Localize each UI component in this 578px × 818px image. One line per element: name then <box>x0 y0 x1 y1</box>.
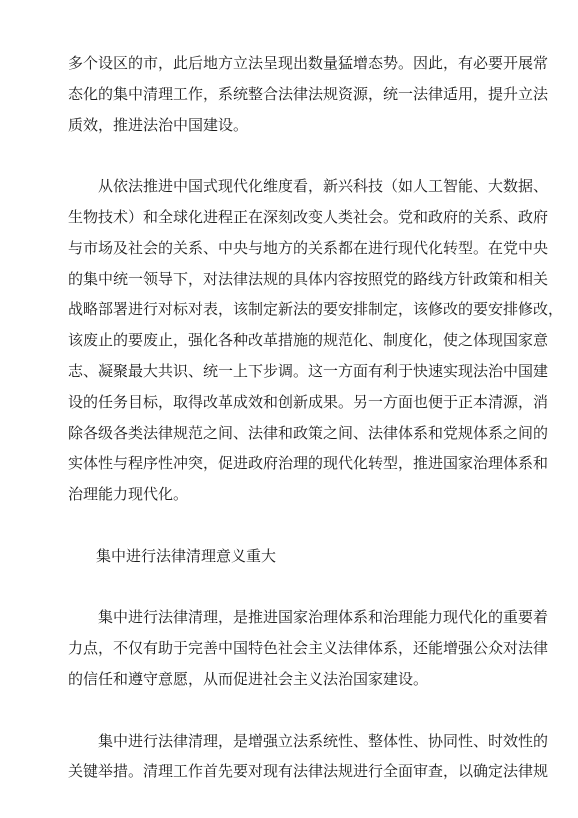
paragraph-gap <box>68 510 516 541</box>
text-line: 质效，推进法治中国建设。 <box>68 115 249 134</box>
paragraph-gap <box>68 572 516 603</box>
text-line: 集中进行法律清理，是增强立法系统性、整体性、协同性、时效性的 <box>98 731 549 750</box>
text-line: 设的任务目标，取得改革成效和创新成果。另一方面也便于正本清源，消 <box>68 392 549 411</box>
text-line: 该废止的要废止，强化各种改革措施的规范化、制度化，使之体现国家意 <box>68 331 549 350</box>
text-line: 生物技术）和全球化进程正在深刻改变人类社会。党和政府的关系、政府 <box>68 207 549 226</box>
text-line: 的集中统一领导下，对法律法规的具体内容按照党的路线方针政策和相关 <box>68 269 549 288</box>
paragraph-2 <box>68 171 564 510</box>
text-line: 从依法推进中国式现代化维度看，新兴科技（如人工智能、大数据、 <box>98 177 549 196</box>
text-line: 集中进行法律清理，是推进国家治理体系和治理能力现代化的重要着 <box>98 608 549 627</box>
text-line: 战略部署进行对标对表，该制定新法的要安排制定，该修改的要安排修改， <box>68 300 564 319</box>
text-line: 的信任和遵守意愿，从而促进社会主义法治国家建设。 <box>68 669 429 688</box>
text-line: 治理能力现代化。 <box>68 485 189 504</box>
paragraph-gap <box>68 140 516 171</box>
paragraph-4 <box>68 726 549 788</box>
paragraph-1 <box>68 48 549 140</box>
text-line: 多个设区的市，此后地方立法呈现出数量猛增态势。因此，有必要开展常 <box>68 54 549 72</box>
paragraph-3 <box>68 602 549 694</box>
paragraph-gap <box>68 695 516 726</box>
text-line: 关键举措。清理工作首先要对现有法律法规进行全面审查，以确定法律规 <box>68 762 549 781</box>
text-line: 实体性与程序性冲突，促进政府治理的现代化转型，推进国家治理体系和 <box>68 454 549 473</box>
section-heading: 集中进行法律清理意义重大 <box>96 546 277 565</box>
text-line: 除各级各类法律规范之间、法律和政策之间、法律体系和党规体系之间的 <box>68 423 549 442</box>
text-line: 志、凝聚最大共识、统一上下步调。这一方面有利于快速实现法治中国建 <box>68 361 549 380</box>
text-line: 力点，不仅有助于完善中国特色社会主义法律体系，还能增强公众对法律 <box>68 639 549 658</box>
text-line: 与市场及社会的关系、中央与地方的关系都在进行现代化转型。在党中央 <box>68 238 549 257</box>
text-line: 态化的集中清理工作，系统整合法律法规资源，统一法律适用，提升立法 <box>68 84 549 103</box>
